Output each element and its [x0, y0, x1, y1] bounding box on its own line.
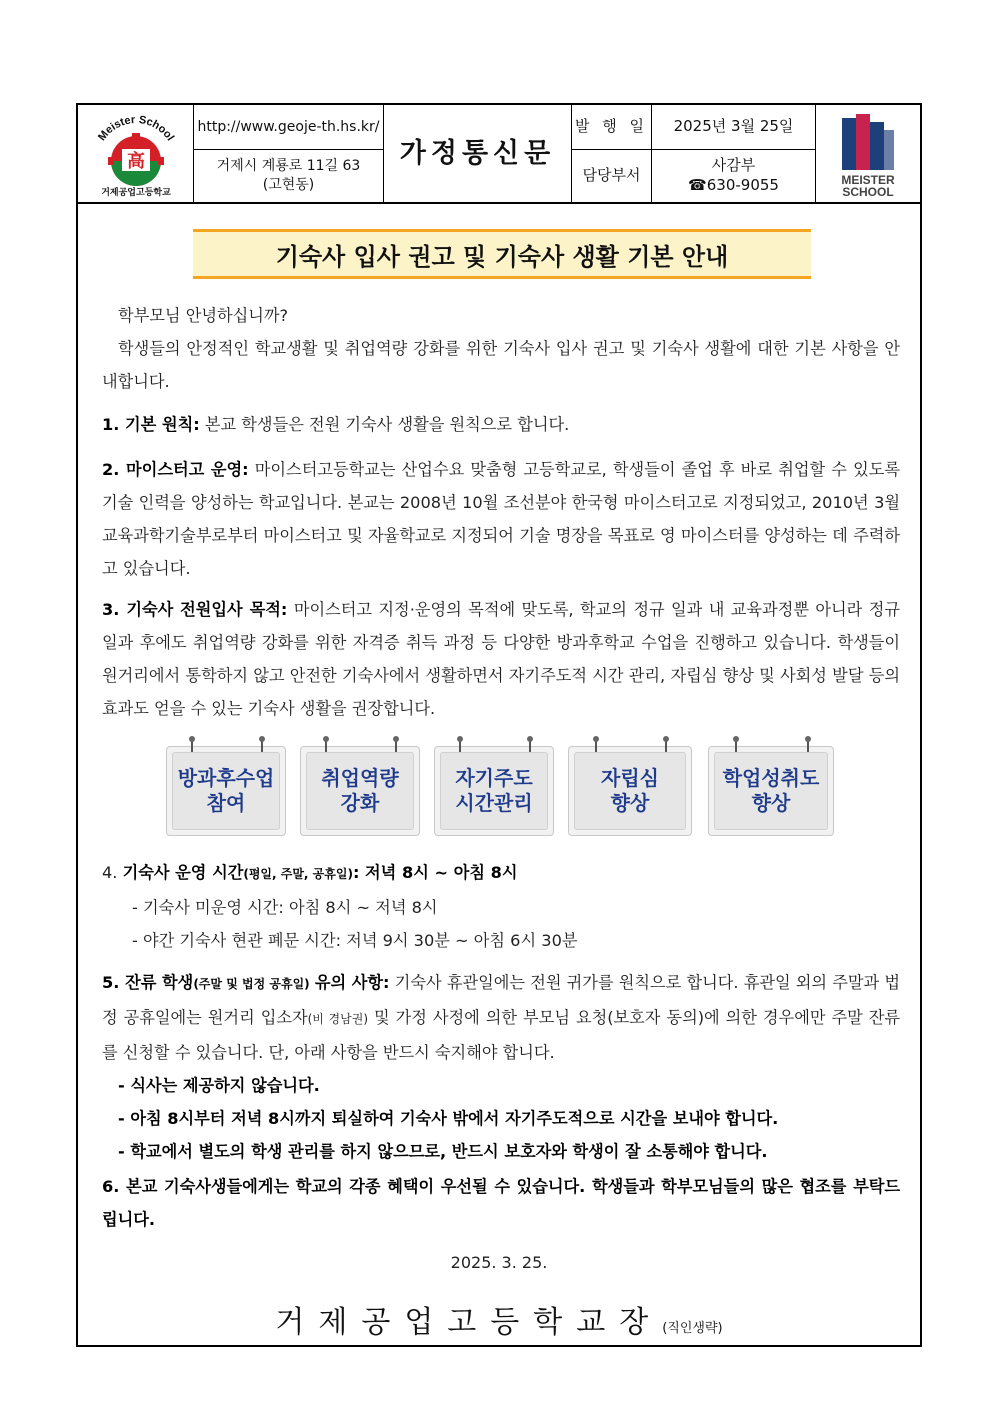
s1-head: 1. 기본 원칙:: [102, 415, 200, 434]
s5-head-b: 유의 사항:: [314, 973, 390, 992]
school-address: [194, 149, 384, 202]
meister-logo-line2: SCHOOL: [842, 184, 894, 198]
s4-item2: - 야간 기숙사 현관 폐문 시간: 저녁 9시 30분 ~ 아침 6시 30분: [132, 931, 578, 950]
card-afterschool: [166, 746, 286, 836]
section-6: [102, 1170, 900, 1236]
meister-logo-line1: MEISTER: [841, 172, 895, 187]
s4-head-time: : 저녁 8시 ~ 아침 8시: [352, 863, 518, 882]
logo-hanja: 高: [126, 150, 145, 172]
section-4: [102, 856, 900, 957]
s2-head: 2. 마이스터고 운영:: [102, 460, 249, 479]
issue-label-text: 발 행 일: [574, 117, 648, 136]
issue-date: [652, 105, 816, 149]
card-independence: [568, 746, 692, 836]
url-text[interactable]: http://www.geoje-th.hs.kr/: [197, 118, 380, 135]
principal-signature: [78, 1297, 920, 1341]
card-line2: 시간관리: [455, 791, 533, 815]
logo-arc-text: Meister School: [95, 113, 176, 143]
dept-label-text: 담당부서: [582, 165, 641, 184]
school-logo: [78, 105, 194, 202]
document-frame: [76, 103, 922, 1347]
signature-text: 거제공업고등학교장: [275, 1305, 663, 1340]
address-line1: 거제시 계룡로 11길 63: [216, 158, 361, 175]
section-1: [102, 408, 900, 441]
header-table: [78, 105, 920, 204]
intro-block: [102, 299, 900, 398]
s4-head-small: (평일, 주말, 공휴일): [243, 867, 353, 881]
s5-item3: - 학교에서 별도의 학생 관리를 하지 않으므로, 반드시 보호자와 학생이 잘 소통해야 합니다.: [118, 1142, 768, 1161]
section-2: [102, 453, 900, 585]
intro-paragraph: 학생들의 안정적인 학교생활 및 취업역량 강화를 위한 기숙사 입사 권고 및 기숙사 생활에 대한 기본 사항을 안내합니다.: [102, 339, 900, 391]
greeting: 학부모님 안녕하십니까?: [118, 306, 289, 325]
meister-logo: [816, 105, 920, 202]
card-achievement: [708, 746, 834, 836]
s5-text-small: (비 경남권): [307, 1012, 368, 1026]
card-line1: 자기주도: [455, 766, 533, 790]
dept-label: [572, 149, 652, 202]
card-line2: 향상: [751, 791, 791, 815]
logo-school-name: 거제공업고등학교: [100, 187, 171, 198]
s5-item1: - 식사는 제공하지 않습니다.: [118, 1076, 320, 1095]
s5-head: 5. 잔류 학생: [102, 973, 194, 992]
s6-text: 6. 본교 기숙사생들에게는 학교의 각종 혜택이 우선될 수 있습니다. 학생들과 학부모님들의 많은 협조를 부탁드립니다.: [102, 1177, 900, 1229]
s5-head-small: (주말 및 법정 공휴일): [193, 977, 310, 991]
card-line1: 자립심: [601, 766, 659, 790]
card-employment: [300, 746, 420, 836]
s1-text: 본교 학생들은 전원 기숙사 생활을 원칙으로 합니다.: [204, 415, 570, 434]
dept-info: [652, 149, 816, 202]
s5-text-b: 및 가정 사정에 의한 부모님 요청(보호자 동의)에 의한 경우에만 주말 잔류를 신청할 수 있습니다. 단, 아래 사항을 반드시 숙지해야 합니다.: [102, 1008, 900, 1062]
s3-text: 마이스터고 지정·운영의 목적에 맞도록, 학교의 정규 일과 내 교육과정뿐 아니라 정규 일과 후에도 취업역량 강화를 위한 자격증 취득 과정 등 다양한 방과후학교 수업을 진행하고 있습니다. 학생들이 원거리에서 통학하지 않고 안전한 기숙사에서 생활하면서 자기주도적 시간 관리, 자립심 향상 및 사회성 발달 등의 효과도 얻을 수 있는 기숙사 생활을 권장합니다.: [102, 600, 900, 718]
benefit-cards: [166, 738, 836, 838]
s4-head: 기숙사 운영 시간: [122, 863, 244, 882]
s3-head: 3. 기숙사 전원입사 목적:: [102, 600, 288, 619]
signature-note: (직인생략): [662, 1321, 723, 1336]
s4-item1: - 기숙사 미운영 시간: 아침 8시 ~ 저녁 8시: [132, 898, 438, 917]
s5-text-a: 기숙사 휴관일에는 전원 귀가를 원칙으로 합니다. 휴관일 외의 주말과 법정 공휴일에는 원거리 입소자: [102, 973, 900, 1027]
card-line1: 방과후수업: [177, 766, 275, 790]
doc-title-text: 가정통신문: [399, 137, 556, 169]
banner-text: 기숙사 입사 권고 및 기숙사 생활 기본 안내: [275, 242, 729, 271]
dept-name: 사감부: [711, 156, 756, 174]
card-self-directed: [434, 746, 554, 836]
card-line2: 강화: [340, 791, 380, 815]
card-line2: 향상: [610, 791, 650, 815]
section-5: [102, 966, 900, 1168]
address-line2: (고현동): [262, 176, 315, 193]
card-line2: 참여: [206, 791, 246, 815]
school-url[interactable]: [194, 105, 384, 149]
notice-date: 2025. 3. 25.: [450, 1253, 548, 1272]
s4-num: 4.: [102, 863, 118, 882]
dept-phone: ☎630-9055: [688, 175, 779, 194]
issue-date-text: 2025년 3월 25일: [673, 117, 794, 136]
s2-text: 마이스터고등학교는 산업수요 맞춤형 고등학교로, 학생들이 졸업 후 바로 취업할 수 있도록 기술 인력을 양성하는 학교입니다. 본교는 2008년 10월 조선분야 한국형 마이스터고로 지정되었고, 2010년 3월 교육과학기술부로부터 마이스터고 및 자율학교로 지정되어 기술 명장을 목표로 영 마이스터를 양성하는 데 주력하고 있습니다.: [102, 460, 900, 578]
s5-item2: - 아침 8시부터 저녁 8시까지 퇴실하여 기숙사 밖에서 자기주도적으로 시간을 보내야 합니다.: [118, 1109, 779, 1128]
section-3: [102, 593, 900, 725]
card-line1: 취업역량: [321, 766, 399, 790]
issue-date-label: [572, 105, 652, 149]
notice-title-banner: [193, 229, 811, 279]
doc-title: [384, 105, 572, 202]
card-line1: 학업성취도: [722, 766, 820, 790]
